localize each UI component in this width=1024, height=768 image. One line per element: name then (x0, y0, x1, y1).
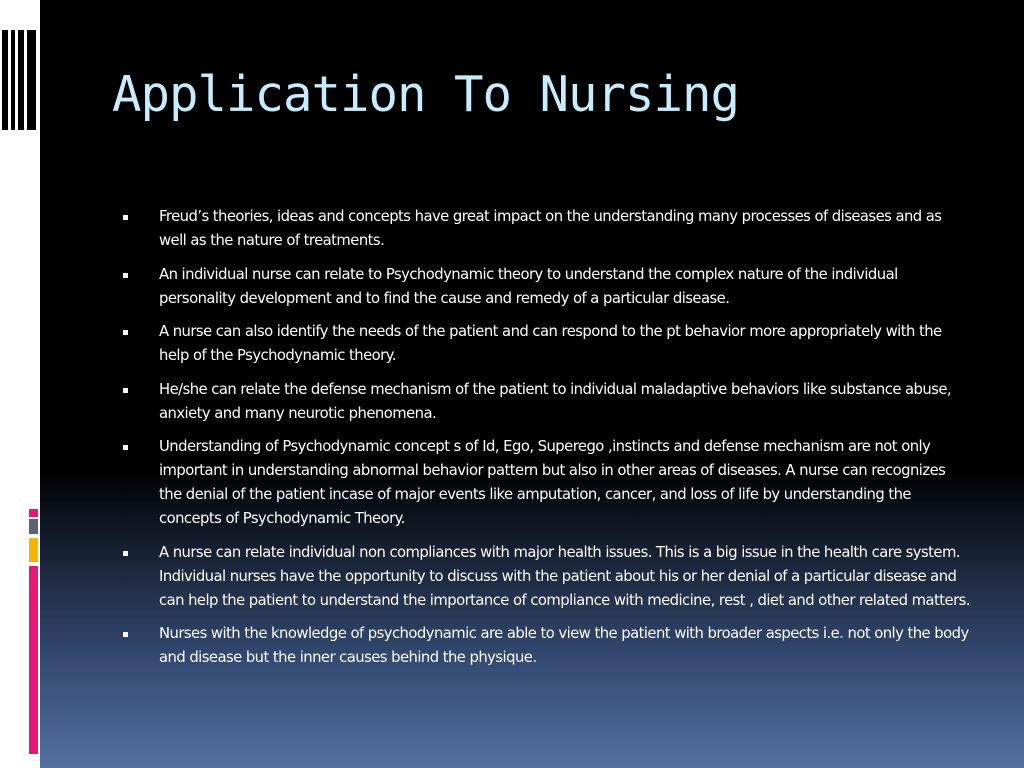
square-bullet-icon (123, 445, 128, 450)
bullet-item (120, 622, 970, 670)
accent-bar-gray (29, 519, 38, 534)
square-bullet-icon (123, 215, 128, 220)
bullet-item (120, 320, 970, 368)
bullet-list (120, 205, 970, 680)
accent-bar-yellow (29, 538, 38, 562)
accent-bar-pink-long (29, 566, 38, 754)
bullet-text: A nurse can also identify the needs of the patient and can respond to the pt behavior more appropriately with the help of the Psychodynamic theory. (159, 323, 942, 364)
bullet-item (120, 378, 970, 426)
bullet-text: An individual nurse can relate to Psychodynamic theory to understand the complex nature of the individual personality development and to find the cause and remedy of a particular disease. (159, 265, 898, 307)
square-bullet-icon (123, 388, 128, 393)
bullet-text: A nurse can relate individual non compliances with major health issues. This is a big issue in the health care system. Individual nurses have the opportunity to discuss with the patient about his or her denial of a particular disease and can help the patient to understand the importance of compliance with medicine, rest , diet and other related matters. (159, 543, 970, 609)
bullet-item (120, 435, 970, 531)
slide-title: Application To Nursing (112, 66, 740, 123)
bullet-text: Understanding of Psychodynamic concept s of Id, Ego, Superego ,instincts and defense mechanism are not only important in understanding abnormal behavior pattern but also in other areas of diseases. A nurse can recognizes the denial of the patient incase of major events like amputation, cancer, and loss of life by understanding the concepts of Psychodynamic Theory. (159, 438, 946, 527)
bullet-text: He/she can relate the defense mechanism of the patient to individual maladaptive behaviors like substance abuse, anxiety and many neurotic phenomena. (159, 380, 952, 422)
accent-bar-pink-small (29, 509, 38, 517)
window-bars-decoration (0, 30, 40, 130)
bullet-text: Nurses with the knowledge of psychodynamic are able to view the patient with broader aspects i.e. not only the body and disease but the inner causes behind the physique. (159, 625, 969, 666)
square-bullet-icon (123, 551, 128, 556)
square-bullet-icon (123, 632, 128, 637)
bullet-item (120, 263, 970, 311)
bullet-item (120, 541, 970, 613)
bullet-item (120, 205, 970, 253)
square-bullet-icon (123, 330, 128, 335)
bullet-text: Freud’s theories, ideas and concepts have great impact on the understanding many processes of diseases and as well as the nature of treatments. (159, 208, 942, 249)
square-bullet-icon (123, 273, 128, 278)
